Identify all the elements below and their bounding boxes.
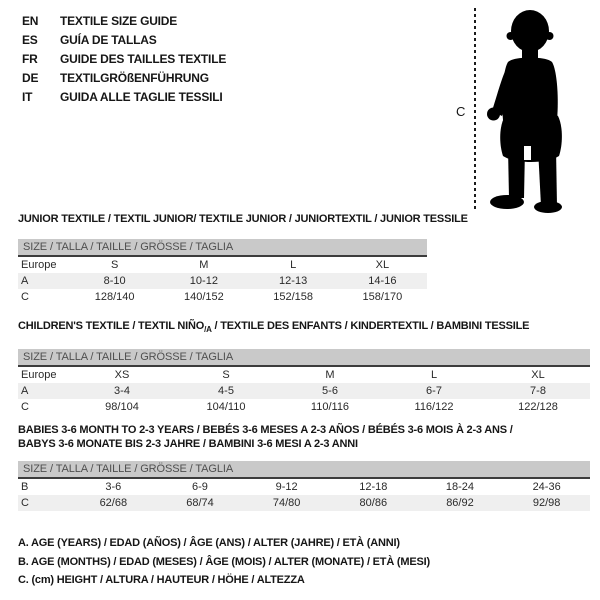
table-cell: 68/74: [157, 495, 244, 511]
children-title-prefix: CHILDREN'S TEXTILE / TEXTIL NIÑO: [18, 320, 205, 332]
language-row-it: [22, 88, 226, 107]
row-label: C: [18, 495, 70, 511]
table-cell: 98/104: [105, 401, 139, 414]
children-title-sub: /A: [204, 325, 212, 335]
row-label: B: [21, 481, 29, 493]
babies-title-line2: BABYS 3-6 MONATE BIS 2-3 JAHRE / BAMBINI 3-6 MESI A 2-3 ANNI: [18, 438, 358, 450]
table-cell: L: [290, 259, 297, 271]
table-cell: 6-7: [382, 383, 486, 399]
language-code: IT: [22, 90, 33, 104]
table-cell: 140/152: [183, 291, 224, 303]
junior-section: [18, 213, 468, 305]
junior-size-table: [18, 239, 427, 305]
legend-line-b: B. AGE (MONTHS) / EDAD (MESES) / ÂGE (MOIS) / ALTER (MONATE) / ETÀ (MESI): [18, 555, 430, 568]
language-title: TEXTILE SIZE GUIDE: [60, 14, 178, 28]
children-section: [18, 320, 590, 415]
table-cell: S: [110, 259, 119, 271]
height-measure-label: C: [456, 104, 466, 119]
junior-title: JUNIOR TEXTILE / TEXTIL JUNIOR/ TEXTILE JUNIOR / JUNIORTEXTIL / JUNIOR TESSILE: [18, 213, 468, 225]
table-cell: 116/122: [414, 401, 454, 414]
table-row: [18, 273, 427, 289]
row-label: A: [18, 383, 70, 399]
language-code: ES: [22, 33, 38, 47]
table-cell: XL: [531, 369, 545, 382]
row-label: Europe: [21, 259, 57, 271]
table-cell: 152/158: [273, 291, 313, 303]
table-cell: 8-10: [70, 273, 159, 289]
height-measure-dashed-line: [474, 8, 476, 212]
table-cell: 3-4: [70, 383, 174, 399]
children-title: [18, 320, 590, 336]
table-cell: M: [325, 369, 335, 382]
table-cell: 14-16: [338, 273, 427, 289]
row-label: Europe: [21, 369, 57, 382]
language-title: GUÍA DE TALLAS: [60, 33, 157, 47]
language-title: GUIDA ALLE TAGLIE TESSILI: [60, 90, 223, 104]
size-header-bar: SIZE / TALLA / TAILLE / GRÖSSE / TAGLIA: [18, 349, 590, 366]
table-cell: 5-6: [278, 383, 382, 399]
table-cell: M: [199, 259, 209, 271]
language-code: FR: [22, 52, 38, 66]
table-row: [18, 399, 590, 415]
babies-title-line1: BABIES 3-6 MONTH TO 2-3 YEARS / BEBÉS 3-6 MESES A 2-3 AÑOS / BÉBÉS 3-6 MOIS À 2-3 ANS /: [18, 424, 513, 436]
language-list: [22, 12, 226, 107]
table-cell: 18-24: [445, 481, 475, 493]
row-label: A: [18, 273, 70, 289]
language-row-fr: [22, 50, 226, 69]
row-label: C: [21, 401, 29, 414]
table-cell: 158/170: [362, 291, 403, 303]
legend-line-a: A. AGE (YEARS) / EDAD (AÑOS) / ÂGE (ANS) / ALTER (JAHRE) / ETÀ (ANNI): [18, 537, 400, 549]
table-cell: 10-12: [159, 273, 248, 289]
table-cell: 80/86: [330, 495, 417, 511]
table-row: [18, 366, 590, 383]
table-cell: 24-36: [532, 481, 561, 493]
table-cell: 4-5: [174, 383, 278, 399]
language-title: GUIDE DES TAILLES TEXTILE: [60, 52, 227, 66]
table-cell: 3-6: [105, 481, 122, 493]
table-cell: 12-13: [249, 273, 338, 289]
children-size-table: [18, 349, 590, 415]
toddler-silhouette-icon: [479, 8, 584, 213]
table-cell: 7-8: [486, 383, 590, 399]
table-row: [18, 289, 427, 305]
table-cell: 9-12: [275, 481, 298, 493]
table-cell: 74/80: [243, 495, 330, 511]
legend: [18, 534, 430, 590]
table-cell: 104/110: [206, 401, 246, 414]
children-title-suffix: / TEXTILE DES ENFANTS / KINDERTEXTIL / BAMBINI TESSILE: [211, 320, 530, 332]
table-cell: 12-18: [359, 481, 388, 493]
language-row-en: [22, 12, 226, 31]
language-code: EN: [22, 14, 39, 28]
table-row: [18, 495, 590, 511]
language-title: TEXTILGRÖßENFÜHRUNG: [60, 71, 209, 85]
table-cell: 62/68: [70, 495, 157, 511]
size-header-bar: SIZE / TALLA / TAILLE / GRÖSSE / TAGLIA: [18, 239, 427, 256]
babies-section: [18, 423, 590, 511]
table-row: [18, 256, 427, 273]
table-cell: 128/140: [94, 291, 135, 303]
table-cell: 6-9: [192, 481, 208, 493]
table-cell: S: [222, 369, 230, 382]
table-cell: 92/98: [503, 495, 590, 511]
size-header-bar: SIZE / TALLA / TAILLE / GRÖSSE / TAGLIA: [18, 461, 590, 478]
table-row: [18, 478, 590, 495]
babies-size-table: [18, 461, 590, 511]
legend-line-c: C. (cm) HEIGHT / ALTURA / HAUTEUR / HÖHE / ALTEZZA: [18, 574, 305, 586]
table-row: [18, 383, 590, 399]
table-cell: 86/92: [417, 495, 504, 511]
table-cell: XS: [114, 369, 130, 382]
table-cell: L: [430, 369, 438, 382]
row-label: C: [21, 291, 29, 303]
table-cell: 122/128: [518, 401, 558, 414]
language-row-es: [22, 31, 226, 50]
table-cell: 110/116: [310, 401, 350, 414]
babies-title: [18, 423, 590, 451]
table-cell: XL: [375, 259, 390, 271]
language-code: DE: [22, 71, 39, 85]
language-row-de: [22, 69, 226, 88]
